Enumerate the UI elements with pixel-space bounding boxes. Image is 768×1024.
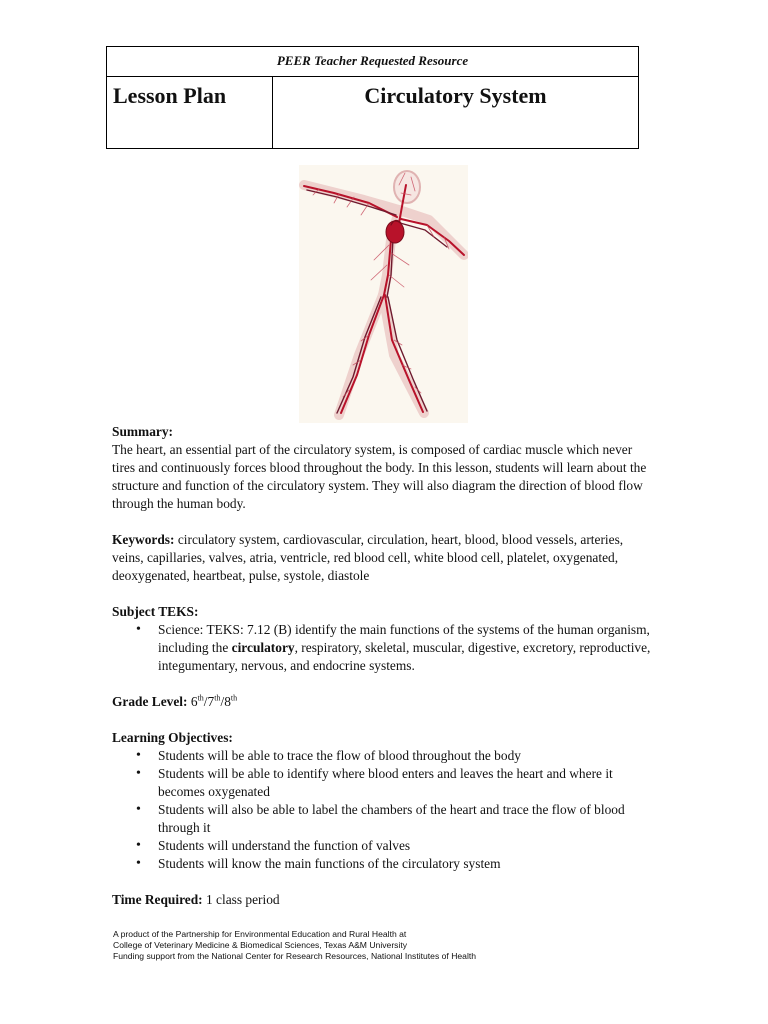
- footer-line: Funding support from the National Center for Research Resources, National Institutes of Health: [113, 951, 477, 962]
- circulatory-system-illustration: [299, 165, 468, 423]
- human-body-vessels-image: [299, 165, 468, 423]
- teks-text-bold: circulatory: [231, 640, 295, 655]
- time-section: [112, 891, 652, 909]
- objective-item: • Students will be able to identify where blood enters and leaves the heart and where it becomes oxygenated: [158, 765, 652, 801]
- objectives-section: [112, 729, 652, 873]
- summary-section: [112, 423, 652, 513]
- footer-credits: [113, 929, 673, 963]
- header-table: [106, 46, 639, 149]
- objective-item: • Students will be able to trace the flow of blood throughout the body: [158, 747, 652, 765]
- objective-item: • Students will also be able to label the chambers of the heart and trace the flow of blood through it: [158, 801, 652, 837]
- header-resource-label: PEER Teacher Requested Resource: [107, 47, 638, 77]
- keywords-text: circulatory system, cardiovascular, circulation, heart, blood, blood vessels, arteries, veins, capillaries, valves, atria, ventricle, red blood cell, white blood cell, platelet, oxygenated, deoxygenated, heartbeat, pulse, systole, diastole: [112, 532, 624, 583]
- teks-text-post: , respiratory, skeletal, muscular, digestive, excretory, reproductive, integumentary, nervous, and endocrine systems.: [158, 640, 651, 673]
- header-title-row: [107, 77, 638, 149]
- keywords-section: [112, 531, 652, 585]
- time-value: 1 class period: [206, 892, 280, 907]
- time-label: Time Required:: [112, 892, 203, 907]
- teks-item: [158, 621, 652, 675]
- teks-text-pre: Science: TEKS: 7.12 (B) identify the main functions of the systems of the human organism, including the: [158, 622, 650, 655]
- grade-section: [112, 693, 652, 711]
- teks-label: Subject TEKS:: [112, 604, 199, 619]
- page-title: Circulatory System: [364, 83, 547, 108]
- footer-line: College of Veterinary Medicine & Biomedical Sciences, Texas A&M University: [113, 940, 408, 951]
- footer-line: A product of the Partnership for Environmental Education and Rural Health at: [113, 929, 407, 939]
- objective-item: • Students will understand the function of valves: [158, 837, 652, 855]
- keywords-label: Keywords:: [112, 532, 175, 547]
- teks-section: [112, 603, 652, 675]
- lesson-content: [112, 423, 652, 927]
- objective-item: • Students will know the main functions of the circulatory system: [158, 855, 652, 873]
- grade-value: 6th/7th/8th: [190, 693, 238, 709]
- grade-label: Grade Level:: [112, 694, 188, 709]
- lesson-plan-label: Lesson Plan: [107, 77, 273, 149]
- objectives-label: Learning Objectives:: [112, 730, 233, 745]
- summary-label: Summary:: [112, 424, 173, 439]
- summary-text: The heart, an essential part of the circulatory system, is composed of cardiac muscle which never tires and continuously forces blood throughout the body. In this lesson, students will learn about the structure and function of the circulatory system. They will also diagram the direction of blood flow through the human body.: [112, 442, 647, 511]
